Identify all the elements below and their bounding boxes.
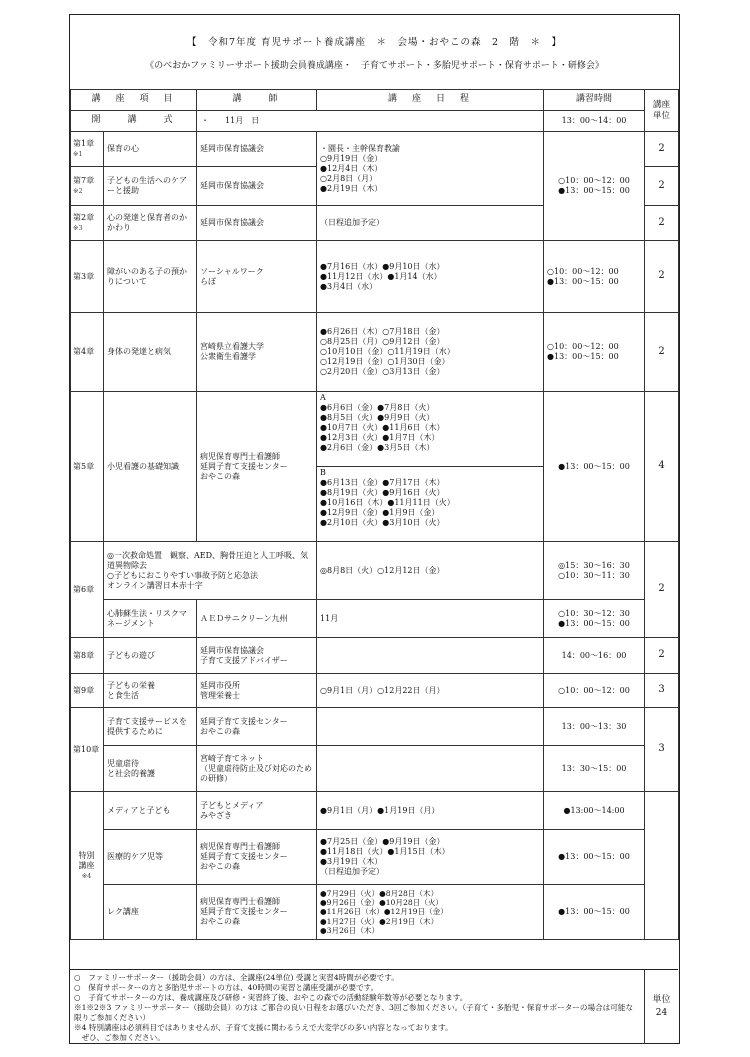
chapter-label: 第9章 xyxy=(71,674,104,708)
table-row xyxy=(71,392,679,467)
schedule-dates: ●7月25日（金）●9月19日（金） ●11月18日（火）●1月15日（木） ●3月19日（木） （日程追加予定） xyxy=(317,830,544,885)
chapter-label: 第3章 xyxy=(71,241,104,313)
schedule-dates: ●7月16日（水）●9月10日（水） ●11月12日（水）●1月14（水） ●3月4日（水） xyxy=(317,241,544,313)
col-header-unit: 講座 単位 xyxy=(645,90,679,132)
table-row xyxy=(71,542,679,600)
lesson-time: ●13：00〜15：00 xyxy=(544,392,645,542)
note-item: ※1※2※3 ファミリーサポーター（援助会員）の方は ご都合の良い日程をお選びいただき、3回ご参加ください。（子育て・多胎児・保育サポーターの場合は可能な限りご参加ください） xyxy=(74,1003,634,1023)
schedule-note: （日程追加予定） xyxy=(317,206,544,241)
note-item: ※4 特別講座は必須科目ではありませんが、子育て支援に関わるうえで大変学びの多い内容となっております。 ぜひ、ご参加ください。 xyxy=(74,1023,453,1043)
schedule-dates: ○9月1日（月）○12月22日（月） xyxy=(317,674,544,708)
schedule-dates: ●9月1日（月）●1月19日（月） xyxy=(317,792,544,830)
schedule-dates-b: B ●6月13日（金）●7月17日（木） ●8月19日（火）●9月16日（火） ●10月16日（木）●11月11日（火） ●12月9日（金）●1月9日（金） ●2月10日（火）●3月10日（火） xyxy=(317,467,544,542)
chapter-label: 第8章 xyxy=(71,638,104,674)
note-item: ○ ファミリーサポーター（援助会員）の方は、全講座(24単位) 受講と実習4時間が必要です。 xyxy=(74,973,399,982)
col-header-time: 講習時間 xyxy=(544,90,645,111)
table-row xyxy=(71,241,679,313)
teacher: 病児保育専門士看護師 延岡子育て支援センター おやこの森 xyxy=(197,392,317,542)
schedule-dates-a: A ●6月6日（金）●7月8日（火） ●8月5日（火）●9月9日（火） ●10月7日（火）●11月6日（木） ●12月3日（火）●1月7日（木） ●2月6日（金）●3月5日（木） xyxy=(317,392,544,467)
teacher: ソーシャルワーク らぽ xyxy=(197,241,317,313)
total-value: 24 xyxy=(655,1007,668,1018)
unit-value xyxy=(645,792,679,940)
course-title: 小児看護の基礎知識 xyxy=(104,392,197,542)
unit-value: 2 xyxy=(645,638,679,674)
course-title: 身体の発達と病気 xyxy=(104,313,197,392)
unit-value: 2 xyxy=(645,167,679,206)
opening-label: 開 講 式 xyxy=(71,111,197,132)
col-header-item: 講 座 項 目 xyxy=(71,90,197,111)
unit-value: 3 xyxy=(645,674,679,708)
lesson-time: ●13：00〜15：00 xyxy=(544,885,645,940)
course-title: 保育の心 xyxy=(104,132,197,167)
schedule-document xyxy=(69,14,680,1044)
teacher: 延岡市保育協議会 子育て支援アドバイザー xyxy=(197,638,317,674)
schedule-dates xyxy=(317,708,544,746)
unit-value: 3 xyxy=(645,708,679,792)
table-row xyxy=(71,132,679,167)
course-title: 心肺蘇生法・リスクマネージメント xyxy=(104,600,197,638)
chapter-label: 第7章 ※2 xyxy=(71,167,104,206)
table-row xyxy=(71,792,679,830)
table-row xyxy=(71,830,679,885)
lesson-time: ○10：00〜12：00 ●13：00〜15：00 xyxy=(544,241,645,313)
unit-value: 4 xyxy=(645,392,679,542)
teacher: 延岡市保育協議会 xyxy=(197,206,317,241)
unit-value: 2 xyxy=(645,542,679,638)
opening-time: 13：00〜14：00 xyxy=(544,111,645,132)
schedule-dates: 11月 xyxy=(317,600,544,638)
unit-value: 2 xyxy=(645,241,679,313)
teacher: 病児保育専門士看護師 延岡子育て支援センター おやこの森 xyxy=(197,830,317,885)
table-row xyxy=(71,746,679,792)
table-row xyxy=(71,708,679,746)
lesson-time: 14：00〜16：00 xyxy=(544,638,645,674)
lesson-time: ●13：00〜15：00 xyxy=(544,830,645,885)
table-header-row xyxy=(71,90,679,111)
total-units xyxy=(644,970,678,1044)
chapter-label: 特別 講座 ※4 xyxy=(71,792,104,940)
schedule-dates: ●6月26日（木）○7月18日（金） ○8月25日（月）○9月12日（金） ○10月10日（金）○11月19日（水） ○12月19日（金）○1月30日（金） ○2月20日（金）○3月13日（金） xyxy=(317,313,544,392)
course-title: 子どもの遊び xyxy=(104,638,197,674)
schedule-table xyxy=(70,89,679,940)
course-title: 子どもの栄養 と食生活 xyxy=(104,674,197,708)
teacher: 延岡市保育協議会 xyxy=(197,167,317,206)
course-title: 医療的ケア児等 xyxy=(104,830,197,885)
notes-list xyxy=(74,973,638,1043)
lesson-time: ◎15：30〜16：30 ○10：30〜11：30 xyxy=(544,542,645,600)
chapter-label: 第10章 xyxy=(71,708,104,792)
total-label: 単位 xyxy=(652,995,671,1005)
teacher: 延岡市役所 管理栄養士 xyxy=(197,674,317,708)
opening-date: ・ 11月 日 xyxy=(197,111,544,132)
chapter-label: 第4章 xyxy=(71,313,104,392)
opening-row xyxy=(71,111,679,132)
lesson-time: 13：00〜13：30 xyxy=(544,708,645,746)
unit-value: 2 xyxy=(645,132,679,167)
schedule-dates: ・園長・主幹保育教諭 ○9月19日（金） ●12月4日（木） ○2月8日（月） ●2月19日（木） xyxy=(317,132,544,206)
schedule-dates xyxy=(317,638,544,674)
lesson-time: 13：30〜15：00 xyxy=(544,746,645,792)
course-title: ◎一次救命処置 観察、AED、胸骨圧迫と人工呼吸、気道異物除去 ○子どもにおこりやすい事故予防と応急法 オンライン講習日本赤十字 xyxy=(104,542,317,600)
course-title: 児童虐待 と社会的養護 xyxy=(104,746,197,792)
schedule-dates: ◎8月8日（火）○12月12日（金） xyxy=(317,542,544,600)
chapter-label: 第1章 ※1 xyxy=(71,132,104,167)
table-row xyxy=(71,313,679,392)
schedule-dates xyxy=(317,746,544,792)
course-title: 障がいのある子の預かりについて xyxy=(104,241,197,313)
unit-value: 2 xyxy=(645,206,679,241)
course-title: 心の発達と保育者のかかわり xyxy=(104,206,197,241)
teacher: 延岡市保育協議会 xyxy=(197,132,317,167)
lesson-time: ○10：00〜12：00 xyxy=(544,674,645,708)
lesson-time: ●13:00〜14:00 xyxy=(544,792,645,830)
lesson-time: ○10：00〜12：00 ●13：00〜15：00 xyxy=(544,313,645,392)
schedule-dates: ●7月29日（火）●8月28日（木） ●9月26日（金）●10月28日（火） ●11月26日（水）●12月19日（金） ●1月27日（火）●2月19日（木） ●3月26日（木） xyxy=(317,885,544,940)
unit-value: 2 xyxy=(645,313,679,392)
chapter-label: 第2章 ※3 xyxy=(71,206,104,241)
notes-section xyxy=(70,969,678,1044)
course-title: レク講座 xyxy=(104,885,197,940)
lesson-time: ○10：00〜12：00 ●13：00〜15：00 xyxy=(544,132,645,241)
table-row xyxy=(71,674,679,708)
col-header-teacher: 講 師 xyxy=(197,90,317,111)
teacher: ＡＥＤサニクリーン九州 xyxy=(197,600,317,638)
lesson-time: ○10：30〜12：30 ●13：00〜15：00 xyxy=(544,600,645,638)
table-row xyxy=(71,885,679,940)
col-header-schedule: 講 座 日 程 xyxy=(317,90,544,111)
course-title: メディアと子ども xyxy=(104,792,197,830)
table-row xyxy=(71,600,679,638)
document-title: 【 令和7年度 育児サポート養成講座 ＊ 会場・おやこの森 2 階 ＊ 】 xyxy=(186,37,563,48)
course-title: 子育て支援サービスを提供するために xyxy=(104,708,197,746)
teacher: 宮崎子育てネット （児童虐待防止及び対応のための研修） xyxy=(197,746,317,792)
table-row xyxy=(71,638,679,674)
course-title: 子どもの生活へのケアーと援助 xyxy=(104,167,197,206)
teacher: 病児保育専門士看護師 延岡子育て支援センター おやこの森 xyxy=(197,885,317,940)
teacher: 延岡子育て支援センター おやこの森 xyxy=(197,708,317,746)
note-item: ○ 子育てサポーターの方は、養成講座及び研修・実習終了後、おやこの森での活動経験年数等が必要となります。 xyxy=(74,993,468,1003)
document-header xyxy=(70,15,679,90)
teacher: 宮崎県立看護大学 公衆衛生看護学 xyxy=(197,313,317,392)
document-subtitle: 《のべおかファミリーサポート援助会員養成講座・ 子育てサポート・多胎児サポート・保育サポート・研修会》 xyxy=(145,61,604,71)
note-item: ○ 保育サポーターの方と多胎児サポートの方は、40時間の実習と講座受講が必要です。 xyxy=(74,983,379,993)
teacher: 子どもとメディア みやざき xyxy=(197,792,317,830)
chapter-label: 第5章 xyxy=(71,392,104,542)
chapter-label: 第6章 xyxy=(71,542,104,638)
